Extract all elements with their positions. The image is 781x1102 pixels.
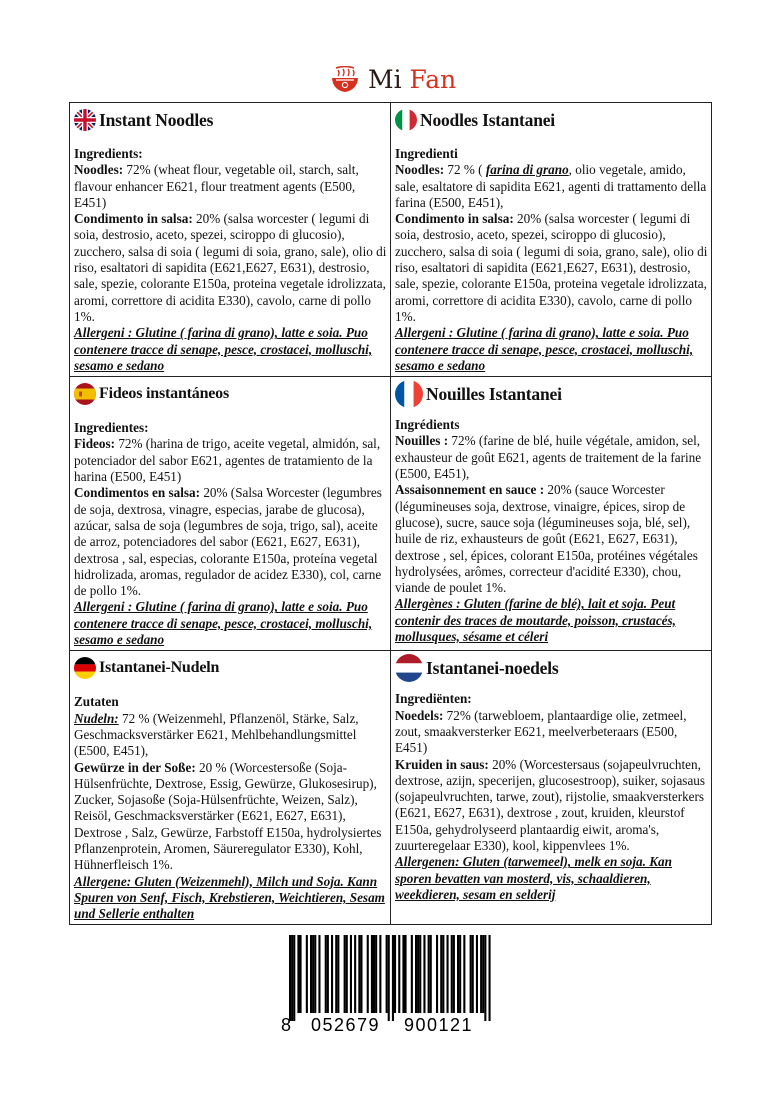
- section-french: [391, 377, 712, 651]
- ingredients-grid: [69, 102, 712, 925]
- barcode-bar: [398, 935, 400, 1013]
- barcode-bar: [331, 935, 333, 1013]
- barcode-bar: [457, 935, 459, 1013]
- section-title: Nouilles Istantanei: [426, 383, 562, 404]
- barcode-bar: [306, 935, 308, 1013]
- barcode-bar: [297, 935, 299, 1013]
- uk-flag-icon: [74, 109, 96, 131]
- barcode-bar: [415, 935, 417, 1013]
- barcode-bar: [484, 935, 486, 1021]
- section-title: Instant Noodles: [99, 109, 214, 130]
- section-english: [70, 103, 391, 377]
- barcode-bar: [417, 935, 419, 1013]
- barcode-bar: [360, 935, 362, 1013]
- barcode-bar: [337, 935, 339, 1013]
- barcode-bar: [375, 935, 377, 1013]
- section-body: Ingrediënten: Noedels: 72% (tarwebloem, plantaardige olie, zetmeel, zout, smaakversterker E621, meelverbeteraars (E500, E451) Kruiden in saus: 20% (Worcestersaus (sojapeulvruchten, dextrose, azijn, specerijen, glucosestroop), suiker, sojasaus (sojapeulvruchten, tarwe, zout), rijstolie, smaakversterkers (E621, E627, E631), dextrose , zout, kruiden, kleurstof E150a, gehydrolyseerd plantaardig eiwit, aroma's, zuurteregelaar E330), kool, kippenvlees 1%. Allergenen: Gluten (tarwemeel), melk en soja. Kan sporen bevatten van mosterd, vis, schaaldieren, weekdieren, sesam en selderij: [395, 691, 706, 902]
- barcode-bar: [386, 935, 388, 1013]
- barcode-bar: [476, 935, 478, 1013]
- section-body: Ingredients: Noodles: 72% (wheat flour, vegetable oil, starch, salt, flavour enhancer E621, flour treatment agents (E500, E451) Condimento in salsa: 20% (salsa worcester ( legumi di soia, destrosio, aceto, spezei, sciroppo di glucosio), zucchero, salsa di soia ( legumi di soia, grano, sale), olio di riso, esaltatori di sapidita (E621,E627, E631), destrosio, sale, spezie, colorante E150a, proteina vegetale idrolizzata, aromi, correttore di acidita E330), cavolo, carne di pollo 1%. Allergeni : Glutine ( farina di grano), latte e soia. Puo contenere tracce di senape, pesce, crostacei, molluschi, sesamo e sedano: [74, 146, 387, 373]
- allergens-text: Allergènes : Gluten (farine de blé), lait et soja. Peut contenir des traces de moutarde, poisson, crustacés, mollusques, sésame et céleri: [395, 596, 676, 645]
- barcode-bar: [392, 935, 394, 1021]
- noodle-bowl-icon: [330, 66, 360, 94]
- france-flag-icon: [395, 380, 423, 408]
- barcode-bar: [470, 935, 472, 1013]
- barcode-bar: [314, 935, 316, 1013]
- barcode-bar: [358, 935, 360, 1013]
- barcode-bar: [310, 935, 312, 1013]
- barcode-bar: [459, 935, 461, 1013]
- barcode-bar: [428, 935, 430, 1013]
- section-title: Istantanei-Nudeln: [99, 659, 220, 677]
- section-body: Ingredienti Noodles: 72 % ( farina di grano, olio vegetale, amido, sale, esaltatore di sapidita E621, agenti di trattamento della farina (E500, E451), Condimento in salsa: 20% (salsa worcester ( legumi di soia, destrosio, aceto, spezei, sciroppo di glucosio), zucchero, salsa di soia ( legumi di soia, grano, sale), olio di riso, esaltatori di sapidita (E621,E627, E631), destrosio, sale, spezie, colorante E150a, proteina vegetale idrolizzata, aromi, correttore di acidita E330), cavolo, carne di pollo 1%. Allergeni : Glutine ( farina di grano), latte e soia. Puo contenere tracce di senape, pesce, crostacei, molluschi, sesamo e sedano: [395, 146, 708, 373]
- germany-flag-icon: [74, 657, 96, 679]
- barcode-bar: [489, 935, 491, 1021]
- barcode-bar: [344, 935, 346, 1013]
- section-spanish: [70, 377, 391, 651]
- barcode-bar: [453, 935, 455, 1013]
- allergens-text: Allergeni : Glutine ( farina di grano), latte e soia. Puo contenere tracce di senape, pesce, crostacei, molluschi, sesamo e sedano: [74, 599, 373, 648]
- barcode-bar: [411, 935, 413, 1013]
- barcode-bar: [346, 935, 348, 1013]
- netherlands-flag-icon: [395, 654, 423, 682]
- barcode-bar: [293, 935, 295, 1021]
- barcode-digits-mid: 052679: [311, 1015, 381, 1033]
- barcode-digit-first: 8: [281, 1015, 292, 1033]
- barcode-bar: [371, 935, 373, 1013]
- section-italian: [391, 103, 712, 377]
- barcode-bar: [327, 935, 329, 1013]
- barcode-bar: [291, 935, 293, 1021]
- barcode-digits-last: 900121: [404, 1015, 474, 1033]
- barcode-bar: [312, 935, 314, 1013]
- section-body: Ingrédients Nouilles : 72% (farine de blé, huile végétale, amidon, sel, exhausteur de goût E621, agents de traitement de la farine (E500, E451), Assaisonnement en sauce : 20% (sauce Worcester (légumineuses soja, dextrose, vinaigre, épices, sirop de glucose), sucre, sauce soja (légumineuses soja, blé, sel), huile de riz, exhausteurs de goût (E621, E627, E631), dextrose , sel, épices, colorant E150a, protéines végétales hydrolysées, arômes, correcteur d'acidité E330), chou, viande de poulet 1%. Allergènes : Gluten (farine de blé), lait et soja. Peut contenir des traces de moutarde, poisson, crustacés, mollusques, sésame et céleri: [395, 417, 702, 645]
- barcode-bar: [463, 935, 465, 1013]
- barcode-bar: [472, 935, 474, 1013]
- barcode-bar: [335, 935, 337, 1013]
- section-body: Zutaten Nudeln: 72 % (Weizenmehl, Pflanzenöl, Stärke, Salz, Geschmacksverstärker E621, Mehlbehandlungsmittel (E500, E451), Gewürze in der Soße: 20 % (Worcestersoße (Soja-Hülsenfrüchte, Dextrose, Essig, Gewürze, Glukosesirup), Zucker, Sojasoße (Soja-Hülsenfrüchte, Weizen, Salz), Reisöl, Geschmacksverstärker (E621, E627, E631), Dextrose , Salz, Gewürze, Farbstoff E150a, hydrolysiertes Pflanzenprotein, Aromen, Säureregulator E330), Kohl, Hühnerfleisch 1%. Allergene: Gluten (Weizenmehl), Milch und Soja. Kann Spuren von Senf, Fisch, Krebstieren, Weichtieren, Sesam und Sellerie enthalten: [74, 694, 385, 922]
- barcode-bar: [451, 935, 453, 1013]
- barcode-bar: [480, 935, 482, 1013]
- barcode-bar: [300, 935, 302, 1013]
- section-body: Ingredientes: Fideos: 72% (harina de trigo, aceite vegetal, almidón, sal, potenciador del sabor E621, agentes de tratamiento de la harina (E500, E451) Condimentos en salsa: 20% (Salsa Worcester (legumbres de soja, dextrosa, vinagre, especias, jarabe de glucosa), azúcar, salsa de soja (legumbres de soja, trigo, sal), aceite de arroz, potenciadores del sabor (E621, E627, E631), dextrosa , sal, especias, colorante E150a, proteína vegetal hidrolizada, aromas, regulador de acidez E330), col, carne de pollo 1%. Allergeni : Glutine ( farina di grano), latte e soia. Puo contenere tracce di senape, pesce, crostacei, molluschi, sesamo e sedano: [74, 420, 382, 648]
- barcode-bar: [367, 935, 369, 1013]
- barcode-bar: [419, 935, 421, 1013]
- spain-flag-icon: [74, 383, 96, 405]
- barcode-bar: [325, 935, 327, 1013]
- barcode-bar: [350, 935, 352, 1013]
- barcode-bar: [354, 935, 356, 1013]
- section-dutch: [391, 651, 712, 925]
- barcode-bar: [388, 935, 390, 1021]
- allergens-text: Allergeni : Glutine ( farina di grano), latte e soia. Puo contenere tracce di senape, pesce, crostacei, molluschi, sesamo e sedano: [74, 325, 373, 373]
- barcode-bar: [379, 935, 381, 1013]
- section-title: Noodles Istantanei: [420, 109, 555, 130]
- barcode-icon: [279, 931, 491, 1033]
- allergens-text: Allergene: Gluten (Weizenmehl), Milch und Soja. Kann Spuren von Senf, Fisch, Krebstieren, Weichtieren, Sesam und Sellerie enthalten: [74, 873, 385, 922]
- section-title: Istantanei-noedels: [426, 657, 559, 678]
- barcode-bar: [373, 935, 375, 1013]
- section-german: [70, 651, 391, 925]
- barcode-bar: [436, 935, 438, 1013]
- barcode-bar: [423, 935, 425, 1013]
- barcode-bar: [402, 935, 404, 1013]
- barcode-bar: [430, 935, 432, 1013]
- barcode-bar: [405, 935, 407, 1013]
- section-title: Fideos instantáneos: [99, 385, 229, 403]
- barcode-bar: [394, 935, 396, 1013]
- italy-flag-icon: [395, 109, 417, 131]
- brand-logo: [330, 64, 456, 96]
- barcode-bar: [447, 935, 449, 1013]
- barcode-bar: [289, 935, 291, 1021]
- barcode-bar: [440, 935, 442, 1013]
- allergens-text: Allergeni : Glutine ( farina di grano), latte e soia. Puo contenere tracce di senape, pesce, crostacei, molluschi, sesamo e sedano: [395, 325, 694, 373]
- barcode-bar: [482, 935, 484, 1013]
- barcode-bar: [318, 935, 320, 1013]
- allergens-text: Allergenen: Gluten (tarwemeel), melk en soja. Kan sporen bevatten van mosterd, vis, schaaldieren, weekdieren, sesam en selderij: [395, 854, 672, 902]
- brand-name: Mi Fan: [368, 65, 457, 94]
- barcode-bar: [442, 935, 444, 1013]
